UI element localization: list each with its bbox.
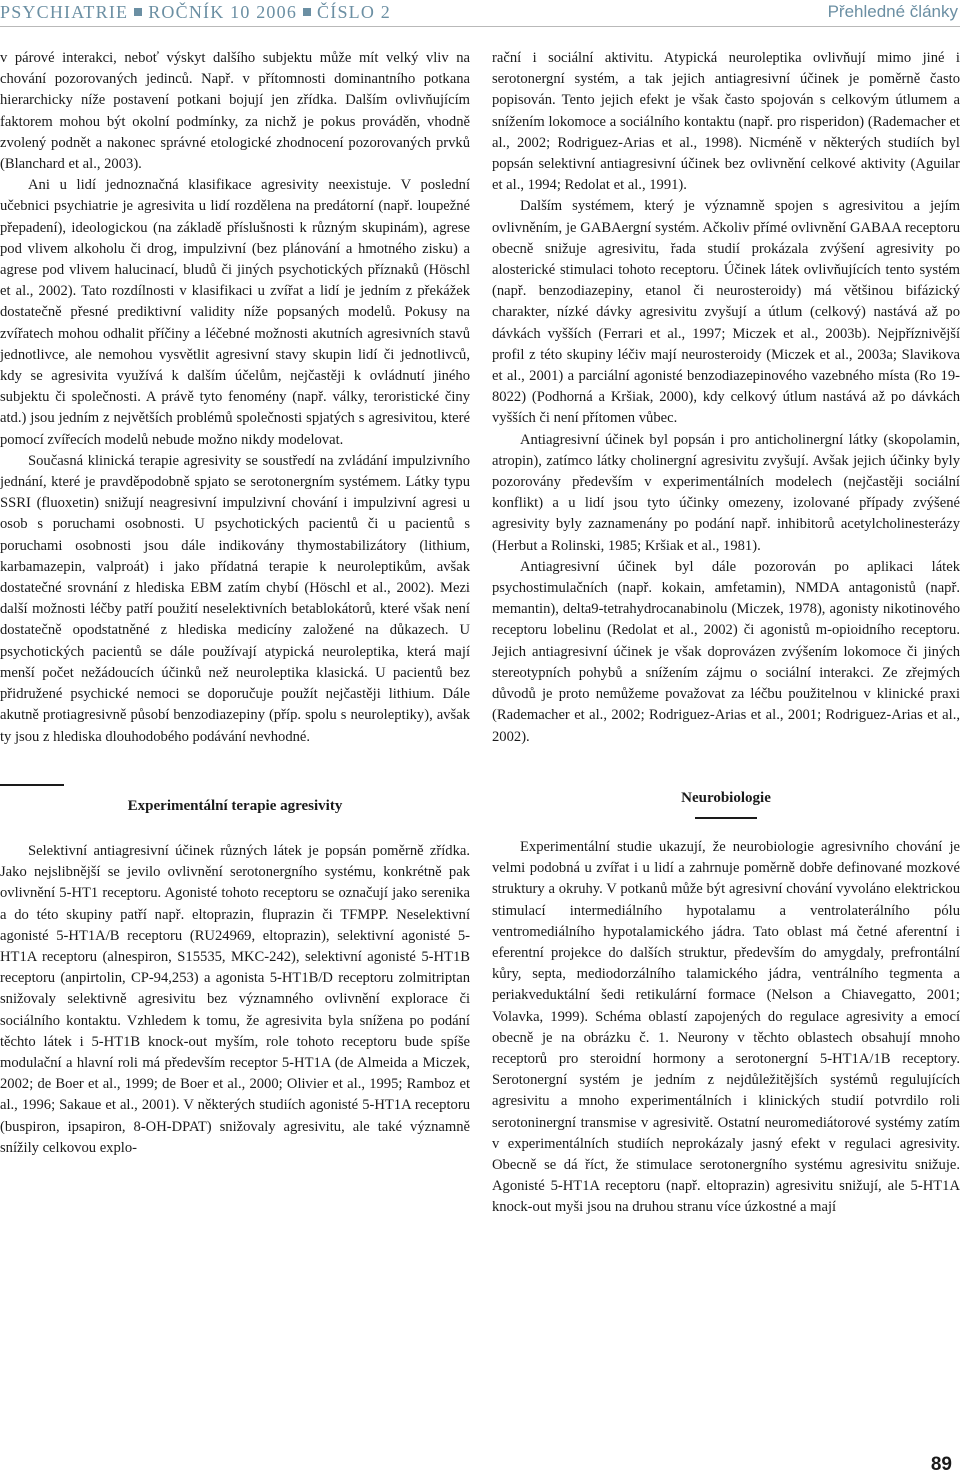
left-column [0, 48, 470, 1159]
square-bullet-icon [303, 8, 311, 16]
issue: ČÍSLO 2 [317, 2, 391, 22]
paragraph: Antiagresivní účinek byl dále pozorován po aplikaci látek psychostimulačních (např. kokain, amfetamin), NMDA antagonistů (např. memantin), delta9-tetrahydrocanabinolu (Miczek, 1978), agonisty nikotinového receptoru lobelinu (Redolat et al., 2002) či agonistů m-opioidního receptoru. Jejich antiagresivní účinek je však doprovázen zvýšením lokomoce či jiných stereotypních pohybů a snížením zájmu o sociální interakci. Ze zřejmých důvodů je proto nemůžeme považovat za léčbu použitelnou v klinické praxi (Rademacher et al., 2002; Rodriguez-Arias et al., 2001; Rodriguez-Arias et al., 2002). [492, 558, 960, 745]
section-label: Přehledné články [827, 2, 958, 21]
paragraph: Antiagresivní účinek byl popsán i pro anticholinergní látky (skopolamin, atropin), zatímco látky cholinergní agresivitu zvyšují. Avšak jejich účinky byly pozorovány především v experimentálních modelech (nejčastěji sociální konflikt) a u lidí jsou tyto účinky omezeny, izolované případy zvýšené agresivity byly zaznamenány po podání např. inhibitorů acetylcholinesterázy (Herbut a Rolinski, 1985; Kršiak et al., 1981). [492, 431, 960, 554]
paragraph: v párové interakci, neboť výskyt dalšího subjektu může mít velký vliv na chování pozorovaných jedinců. Např. v přítomnosti dominantního potkana hierarchicky níže postavení potkani bojují jen zřídka. Dalším ovlivňujícím faktorem mohou být okolní podmínky, za nichž je pokus prováděn, vhodně zvolený podnět a nakonec správné etologické zhodnocení pozorovaných prvků (Blanchard et al., 2003). [0, 50, 470, 173]
paragraph: Experimentální studie ukazují, že neurobiologie agresivního chování je velmi podobná u zvířat i u lidí a zahrnuje poměrně dobře definované mozkové struktury a okruhy. V potkanů může být agresivní chování vyvoláno elektrickou stimulací intermediálního hypotalamu a ventrolaterálního pólu ventromediálního hypotalamického jádra. Tato oblast má četné aferentní i eferentní projekce do dalších struktur, především do amygdaly, prefrontální kůry, septa, mediodorzálního talamického jádra, ventrálního tegmenta a periakveduktální šedi retikulární formace (Nelson a Chiavegatto, 2001; Volavka, 1999). Schéma oblastí zapojených do regulace agresivity a emocí obecně je na obrázku č. 1. Neurony v těchto oblastech obsahují mnoho receptorů pro steroidní hormony a serotonergní 5-HT1A/1B receptory. Serotonergní systém je jedním z nejdůležitějších systémů regulujících agresivitu a mnoho experimentálních i klinických studií potvrdilo roli serotoninergní transmise v agresivitě. Ostatní neuromediátorové systémy zatím v experimentálních studiích neprokázaly jasný efekt v regulaci agresivity. Obecně se dá říct, že stimulace serotonergního systému agresivitu snižuje. Agonisté 5-HT1A receptoru (např. eltoprazin) agresivitu snižují, ale 5-HT1A knock-out myši jsou na druhou stranu více úzkostné a mají [492, 838, 960, 1216]
paragraph: Současná klinická terapie agresivity se soustředí na zvládání impulzivního jednání, které je pravděpodobně spjato se serotonergním systémem. Látky typu SSRI (fluoxetin) snižují neagresivní impulzivní chování i impulzivní agresi u osob s poruchami osobnosti. U psychotických pacientů či u pacientů s poruchami osobnosti jsou dále indikovány thymostabilizátory (lithium, karbamazepin, valproát) i jako přídatná terapie k neuroleptikům, avšak dostatečné srovnání z hlediska EBM zatím chybí (Höschl et al., 2002). Mezi další možnosti léčby patří použití neselektivních betablokátorů, které však není dostatečně opodstatněné z hlediska medicíny založené na důkazech. U psychotických pacientů se dále používají atypická neuroleptika, která mají menší počet nežádoucích účinků než neuroleptika klasická. U pacientů bez přidružené psychické nemoci se doporučuje použít nejčastěji lithium. Dále akutně protiagresivně působí benzodiazepiny (příp. spolu s neuroleptiky), avšak ty jsou z hlediska dlouhodobého podávání nevhodné. [0, 452, 470, 745]
paragraph: rační i sociální aktivitu. Atypická neuroleptika ovlivňují mimo jiné i serotonergní systém, a tak jejich antiagresivní účinek je poměrně často popisován. Tento jejich efekt je však často spojován s celkovým útlumem a snížením lokomoce a sociálního kontaktu (např. pro risperidon) (Rademacher et al., 2002; Rodriguez-Arias et al., 1998). Nicméně v některých studiích byl popsán selektivní antiagresivní účinek bez ovlivnění celkové aktivity (Aguilar et al., 1994; Redolat et al., 1991). [492, 50, 960, 194]
section-heading: Neurobiologie [681, 789, 771, 806]
volume: ROČNÍK 10 [148, 2, 251, 22]
section-heading: Experimentální terapie agresivity [127, 797, 343, 814]
journal-name: PSYCHIATRIE [0, 2, 129, 22]
year: 2006 [256, 2, 298, 22]
paragraph: Selektivní antiagresivní účinek různých látek je popsán poměrně zřídka. Jako nejslibnější se jevilo ovlivnění serotonergního systému, konkrétně pak ovlivnění 5-HT1 receptoru. Agonisté tohoto receptoru se označují jako serenika a do této skupiny patří např. eltoprazin, fluprazin či TFMPP. Neselektivní agonisté 5-HT1A/B receptoru (RU24969, eltoprazin), selektivní agonisté 5-HT1A receptoru (alnespiron, S15535, MKC-242), selektivní agonisté 5-HT1B receptoru (anpirtolin, CP-94,253) a agonista 5-HT1B/D receptoru zolmitriptan snižovaly selektivně agresivitu bez významného ovlivnění explorace či sociálního kontaktu. Vzhledem k tomu, že agresivita byla snížena po podání těchto látek i 5-HT1B knock-out myším, role tohoto receptoru bude spíše modulační a hlavní roli má především receptor 5-HT1A (de Almeida a Miczek, 2002; de Boer et al., 1999; de Boer et al., 2000; Olivier et al., 1995; Ramboz et al., 1996; Sakaue et al., 2001). V některých studiích agonisté 5-HT1A receptoru (buspiron, ipsapiron, 8-OH-DPAT) snižovaly agresivitu, ale také významně snížily celkovou explo- [0, 842, 470, 1156]
paragraph: Dalším systémem, který je významně spojen s agresivitou a jejím ovlivněním, je GABAergní systém. Ačkoliv přímé ovlivnění GABAA receptoru obecně snižuje agresivitu, řada studií prokázala zvýšení agresivity po alosterické stimulaci tohoto receptoru. Účinek látek ovlivňujících tento systém (např. benzodiazepiny, etanol či neurosteroidy) má většinou bifázický charakter, nízké dávky agresivitu zvyšují a útlum (celkový) nastává až po dávkách vyšších (Ferrari et al., 1997; Miczek et al., 2003b). Nejpříznivější profil z této skupiny léčiv mají neurosteroidy (Miczek et al., 2003a; Slavikova et al., 2001) a parciální agonisté benzodiazepinového vazebného místa (Ro 19-8022) (Podhorná a Kršiak, 2000), kdy celkový útlum nastává až po dávkách vyšších či není přítomen vůbec. [492, 198, 960, 427]
journal-info [0, 2, 391, 23]
right-column [492, 48, 960, 1219]
page-number: 89 [930, 1454, 952, 1475]
running-header [0, 0, 960, 27]
square-bullet-icon [134, 8, 142, 16]
paragraph: Ani u lidí jednoznačná klasifikace agresivity neexistuje. V poslední učebnici psychiatrie je agresivita u lidí rozdělena na predátorní (např. loupežné přepadení), ideologickou (na základě příslušnosti k různým skupinám), agrese pod vlivem alkoholu či drog, impulzivní (bez plánování a hmotného zisku) a agrese pod vlivem halucinací, bludů či jiných psychotických příznaků (Höschl et al., 2002). Tato rozdílnosti v klasifikaci u zvířat a lidí je jedním z překážek dostatečně přesné prediktivní validity níže popsaných modelů. Pokusy na zvířatech mohou odhalit příčiny a léčebné možnosti akutních agresivních stavů jednotlivce, ale nemohou vysvětlit agresivní stavy skupin lidí či jednotlivců, kdy se agresivita využívá k dalším účelům, nejčastěji k ovládnutí jiného subjektu či společnosti. A právě tyto fenomény (např. války, teroristické činy atd.) jsou jedním z největších problémů společnosti spjatých s agresivitou, které pomocí zvířecích modelů nebude možno nikdy modelovat. [0, 177, 470, 448]
